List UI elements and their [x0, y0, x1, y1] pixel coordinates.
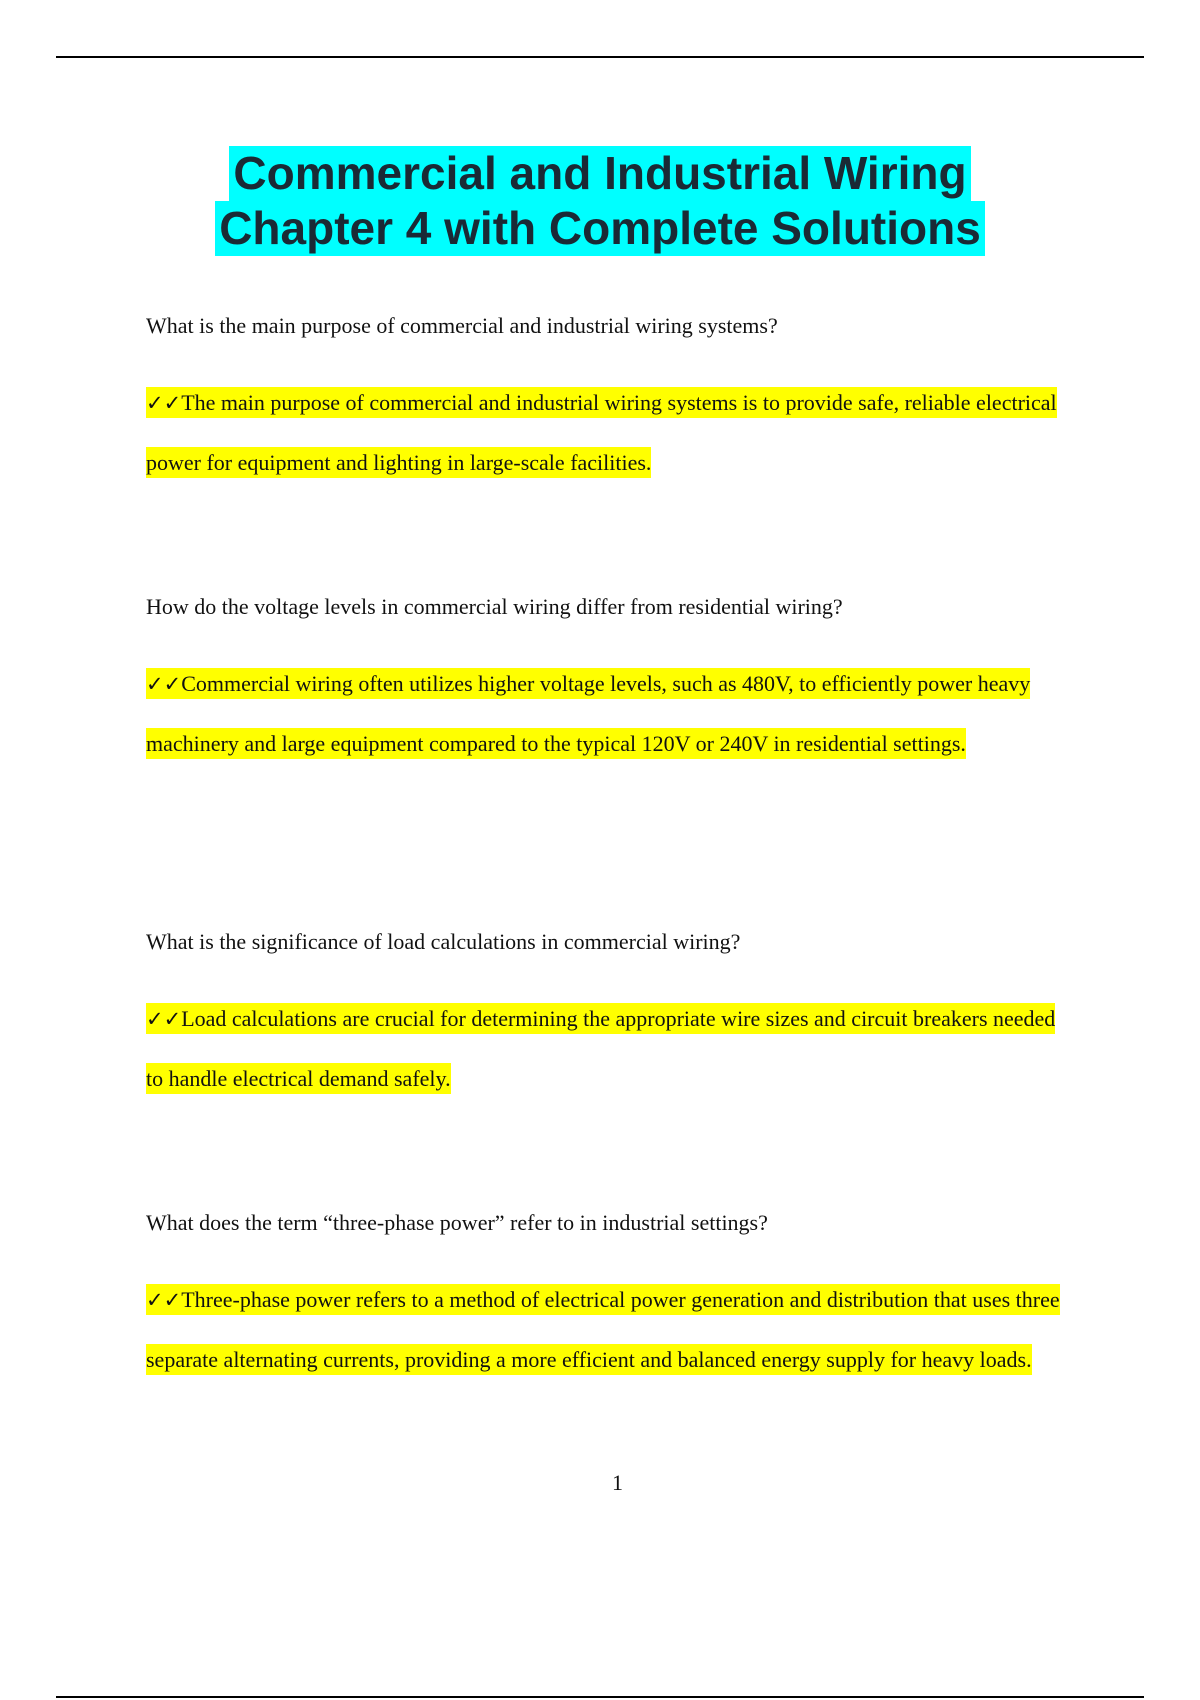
document-title	[0, 146, 1200, 256]
answer-2-text: Commercial wiring often utilizes higher voltage levels, such as 480V, to efficiently power heavy machinery and large equipment compared to the typical 120V or 240V in residential settings.	[146, 671, 1031, 756]
answer-3	[146, 989, 1076, 1108]
answer-4-text: Three-phase power refers to a method of electrical power generation and distribution that uses three separate alternating currents, providing a more efficient and balanced energy supply for heavy loads.	[146, 1287, 1060, 1372]
answer-2-highlight	[146, 668, 1030, 759]
title-line-1: Commercial and Industrial Wiring	[229, 146, 970, 201]
question-3: What is the significance of load calculations in commercial wiring?	[146, 929, 741, 954]
title-line-2: Chapter 4 with Complete Solutions	[215, 201, 985, 256]
question-4: What does the term “three-phase power” refer to in industrial settings?	[146, 1210, 768, 1235]
question-1: What is the main purpose of commercial and industrial wiring systems?	[146, 313, 778, 338]
page-number: 1	[612, 1470, 623, 1495]
question-2: How do the voltage levels in commercial wiring differ from residential wiring?	[146, 594, 843, 619]
answer-1-highlight	[146, 387, 1057, 478]
answer-1-text: The main purpose of commercial and industrial wiring systems is to provide safe, reliable electrical power for equipment and lighting in large-scale facilities.	[146, 390, 1057, 475]
check-mark-icon: ✓✓	[146, 672, 182, 696]
answer-1	[146, 373, 1076, 492]
answer-2	[146, 654, 1076, 773]
check-mark-icon: ✓✓	[146, 391, 182, 415]
check-mark-icon: ✓✓	[146, 1288, 182, 1312]
top-rule	[56, 56, 1144, 58]
answer-4	[146, 1270, 1076, 1389]
answer-4-highlight	[146, 1284, 1060, 1375]
check-mark-icon: ✓✓	[146, 1007, 182, 1031]
answer-3-highlight	[146, 1003, 1055, 1094]
bottom-rule	[56, 1696, 1144, 1698]
answer-3-text: Load calculations are crucial for determining the appropriate wire sizes and circuit breakers needed to handle electrical demand safely.	[146, 1006, 1056, 1091]
